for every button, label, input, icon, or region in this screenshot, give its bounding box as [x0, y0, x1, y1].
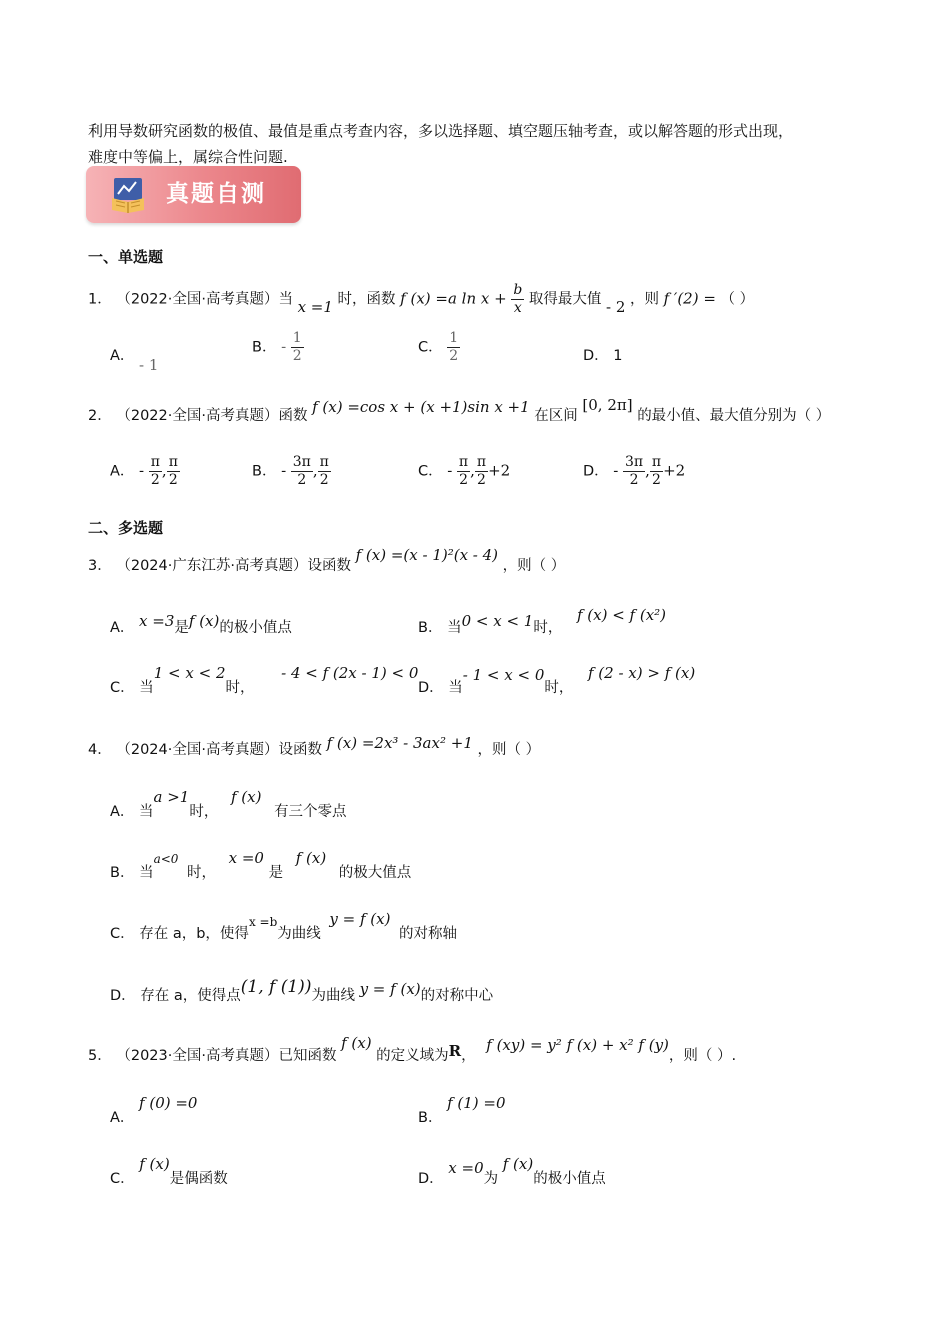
option-text: 当 — [139, 804, 154, 820]
option-a[interactable] — [110, 454, 180, 489]
fraction-numerator: 1 — [449, 330, 459, 346]
option-label: D． — [110, 988, 136, 1004]
option-math: f (2 - x) > f (x) — [587, 664, 696, 682]
option-comma: , — [645, 461, 650, 480]
option-sign: - — [613, 461, 619, 480]
option-label: B． — [252, 339, 277, 356]
option-plus: +2 — [663, 461, 686, 480]
option-math: 1 < x < 2 — [153, 664, 226, 682]
question-text: ，则（ ） — [477, 742, 541, 758]
question-source: （2024·广东江苏·高考真题）设函数 — [116, 558, 351, 574]
option-d[interactable] — [583, 344, 623, 365]
option-comma: , — [312, 461, 318, 480]
option-b[interactable] — [110, 849, 412, 882]
option-label: A． — [110, 463, 135, 480]
option-math: y = f (x) — [359, 980, 421, 998]
fraction-numerator: b — [513, 282, 523, 298]
option-text: 当 — [139, 680, 154, 696]
option-math: f (1) =0 — [447, 1094, 506, 1112]
option-a[interactable] — [110, 344, 159, 374]
option-c[interactable] — [418, 330, 460, 365]
option-math: f (0) =0 — [139, 1094, 198, 1112]
option-fraction — [167, 454, 180, 489]
option-label: A． — [110, 620, 135, 636]
question-2 — [88, 396, 831, 425]
option-c[interactable] — [110, 1155, 228, 1188]
option-math: 0 < x < 1 — [461, 612, 534, 630]
option-label: C． — [418, 339, 443, 356]
fraction-numerator: 1 — [292, 330, 302, 346]
option-label: B． — [418, 620, 443, 636]
option-label: C． — [110, 680, 135, 696]
question-text: ，则（ ） — [502, 558, 566, 574]
option-label: B． — [418, 1110, 443, 1126]
fraction-denominator: 2 — [629, 472, 639, 488]
answer-paren: （ ） — [720, 291, 755, 308]
option-plus: +2 — [488, 461, 511, 480]
fraction-numerator: π — [458, 454, 469, 470]
question-5 — [88, 1034, 737, 1065]
fraction-numerator: π — [168, 454, 178, 470]
option-text: 是 — [268, 865, 284, 881]
fraction-numerator: π — [476, 454, 487, 470]
intro-line-2: 难度中等偏上，属综合性问题. — [88, 148, 288, 166]
option-math: f (x) — [502, 1155, 534, 1173]
option-comma: , — [470, 461, 475, 480]
option-math: y = f (x) — [329, 910, 391, 928]
option-sign: - — [281, 461, 287, 480]
fraction-denominator: 2 — [459, 472, 468, 488]
option-label: C． — [110, 926, 135, 942]
math-function: f (x) =a ln x + — [400, 289, 507, 308]
option-math: x =0 — [228, 849, 264, 867]
fraction-denominator: 2 — [168, 472, 178, 488]
question-number: 5． — [88, 1048, 112, 1064]
fraction-numerator: π — [319, 454, 329, 470]
option-b[interactable] — [252, 330, 304, 365]
option-fraction — [457, 454, 470, 489]
question-text: 在区间 — [534, 408, 578, 424]
fraction-denominator: 2 — [477, 472, 486, 488]
option-fraction — [291, 454, 313, 489]
fraction-denominator: 2 — [297, 472, 307, 488]
option-sign: - — [281, 337, 287, 356]
question-4 — [88, 734, 541, 759]
option-label: A． — [110, 804, 135, 820]
option-fraction — [149, 454, 162, 489]
fraction-denominator: 2 — [319, 472, 329, 488]
option-text: 存在 a，使得点 — [140, 988, 241, 1004]
option-math: - 4 < f (2x - 1) < 0 — [281, 664, 419, 682]
fraction-denominator: x — [513, 300, 522, 316]
option-text: 的极大值点 — [338, 865, 412, 881]
intro-line-1: 利用导数研究函数的极值、最值是重点考查内容，多以选择题、填空题压轴考查，或以解答题的形式出现， — [88, 122, 794, 140]
option-label: B． — [252, 463, 277, 480]
math-interval: [0, 2π] — [582, 396, 633, 414]
badge-title: 真题自测 — [166, 181, 266, 207]
option-text: 当 — [139, 865, 154, 881]
option-text: 当 — [448, 680, 463, 696]
fraction-denominator: 2 — [449, 348, 459, 364]
math-ask: f ′(2) = — [663, 289, 716, 308]
question-source: （2022·全国·高考真题）当 — [116, 291, 293, 308]
option-label: D． — [418, 680, 444, 696]
option-math: f (x) < f (x²) — [576, 606, 667, 624]
option-label: D． — [418, 1171, 444, 1187]
option-comma: , — [161, 461, 167, 480]
option-math: x =3 — [139, 612, 175, 630]
fraction-numerator: 3π — [292, 454, 311, 470]
option-text: 为曲线 — [277, 926, 321, 942]
option-math: a >1 — [153, 788, 190, 806]
option-math: x =0 — [448, 1159, 484, 1177]
math-function: f (x) =2x³ - 3ax² +1 — [326, 734, 473, 752]
option-text: 的极小值点 — [533, 1171, 606, 1187]
option-d[interactable] — [110, 977, 494, 1005]
option-label: B． — [110, 865, 135, 881]
option-label: C． — [110, 1171, 135, 1187]
option-text: 是 — [174, 620, 189, 636]
option-text: 为 — [483, 1171, 499, 1187]
option-c[interactable] — [418, 454, 510, 489]
question-source: （2023·全国·高考真题）已知函数 — [116, 1048, 337, 1064]
math-function: f (x) =(x - 1)²(x - 4) — [355, 546, 499, 564]
question-number: 2． — [88, 408, 112, 424]
math-condition: x =1 — [297, 297, 333, 316]
math-function: f (x) — [341, 1034, 372, 1052]
option-fraction — [475, 454, 488, 489]
option-a[interactable] — [110, 612, 292, 637]
option-fraction — [650, 454, 663, 489]
option-math: a<0 — [153, 852, 179, 866]
option-text: 时， — [187, 865, 217, 881]
option-label: D． — [583, 463, 609, 480]
question-3 — [88, 546, 566, 575]
option-label: A． — [110, 1110, 135, 1126]
option-value: 1 — [613, 348, 623, 364]
option-sign: - — [447, 461, 453, 480]
math-domain: R — [448, 1042, 462, 1060]
question-text: ， — [461, 1048, 476, 1064]
math-fraction — [511, 282, 524, 317]
section-heading-single: 一、单选题 — [88, 248, 164, 266]
question-number: 1． — [88, 291, 112, 308]
math-max-value: - 2 — [606, 297, 626, 316]
section-badge — [86, 166, 301, 223]
question-text: ，则 — [630, 291, 659, 308]
fraction-numerator: π — [651, 454, 662, 470]
question-source: （2022·全国·高考真题）函数 — [116, 408, 308, 424]
question-text: 的最小值、最大值分别为（ ） — [637, 408, 831, 424]
section-heading-multi: 二、多选题 — [88, 519, 164, 537]
fraction-denominator: 2 — [292, 348, 302, 364]
option-math: - 1 < x < 0 — [462, 666, 545, 684]
option-math: x =b — [248, 915, 278, 929]
option-sign: - — [139, 461, 145, 480]
option-a[interactable] — [110, 788, 347, 821]
option-text: 时， — [225, 680, 255, 696]
option-text: 为曲线 — [311, 988, 355, 1004]
question-text: 时，函数 — [337, 291, 396, 308]
option-text: 时， — [544, 680, 574, 696]
intro-paragraph — [88, 118, 793, 170]
option-math: - 1 — [139, 356, 159, 374]
fraction-numerator: 3π — [624, 454, 644, 470]
option-fraction — [318, 454, 331, 489]
option-math: f (x) — [295, 849, 327, 867]
option-d[interactable] — [583, 454, 685, 489]
option-text: 的对称中心 — [420, 988, 494, 1004]
question-number: 3． — [88, 558, 112, 574]
fraction-numerator: π — [150, 454, 160, 470]
option-text: 当 — [447, 620, 462, 636]
option-text: 的对称轴 — [399, 926, 458, 942]
question-1 — [88, 282, 754, 317]
option-c[interactable] — [110, 664, 419, 697]
option-label: A． — [110, 348, 135, 364]
option-fraction — [447, 330, 460, 365]
option-fraction — [291, 330, 304, 365]
option-b[interactable] — [418, 606, 667, 637]
option-b[interactable] — [418, 1094, 506, 1127]
option-math: f (x) — [230, 788, 262, 806]
option-label: D． — [583, 348, 609, 364]
option-math: f (x) — [188, 612, 220, 630]
question-number: 4． — [88, 742, 112, 758]
option-math: f (x) — [139, 1155, 170, 1173]
math-equation: f (xy) = y² f (x) + x² f (y) — [486, 1036, 669, 1054]
option-text: 存在 a，b，使得 — [139, 926, 249, 942]
option-b[interactable] — [252, 454, 331, 489]
question-text: 的定义域为 — [376, 1048, 449, 1064]
option-text: 时， — [533, 620, 563, 636]
option-text: 有三个零点 — [274, 804, 347, 820]
math-function: f (x) =cos x + (x +1)sin x +1 — [312, 398, 530, 416]
option-math: (1, f (1)) — [240, 977, 312, 997]
question-text: ，则（ ）. — [668, 1048, 737, 1064]
fraction-denominator: 2 — [652, 472, 661, 488]
fraction-denominator: 2 — [150, 472, 160, 488]
option-text: 的极小值点 — [219, 620, 292, 636]
option-label: C． — [418, 463, 443, 480]
option-c[interactable] — [110, 910, 458, 943]
option-d[interactable] — [418, 664, 696, 697]
book-icon — [108, 174, 148, 214]
option-d[interactable] — [418, 1155, 606, 1188]
option-fraction — [623, 454, 645, 489]
question-text: 取得最大值 — [528, 291, 602, 308]
option-text: 时， — [189, 804, 219, 820]
option-text: 是偶函数 — [169, 1171, 228, 1187]
option-a[interactable] — [110, 1094, 198, 1127]
question-source: （2024·全国·高考真题）设函数 — [116, 742, 322, 758]
